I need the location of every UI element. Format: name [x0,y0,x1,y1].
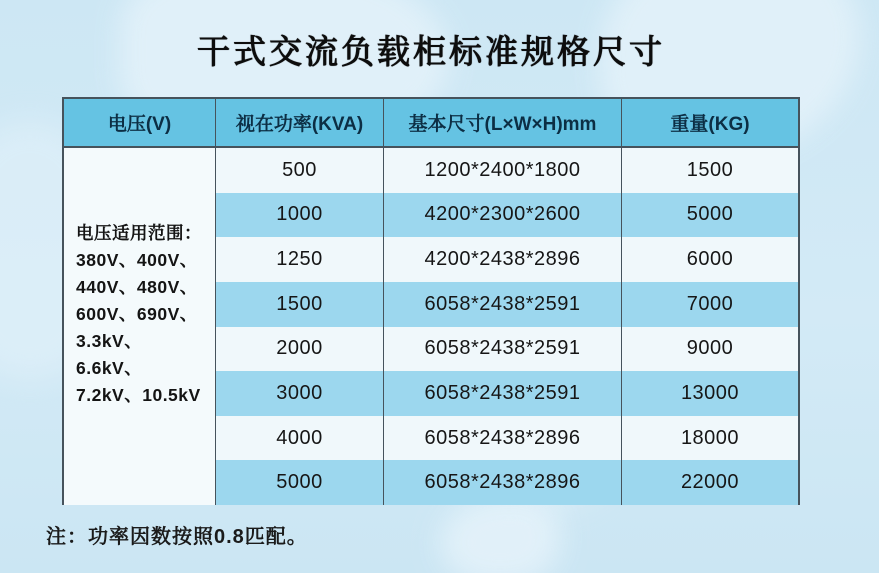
footnote: 注：功率因数按照0.8匹配。 [46,526,308,548]
cell-dimensions: 6058*2438*2896 [384,416,622,461]
cell-dimensions: 6058*2438*2591 [384,371,622,416]
voltage-range-line: 7.2kV、10.5kV [76,385,201,405]
voltage-range-line: 440V、480V、 [76,277,198,297]
table-row [216,193,798,238]
cell-dimensions: 1200*2400*1800 [384,148,622,193]
cell-dimensions: 6058*2438*2896 [384,460,622,505]
table-row [216,148,798,193]
table-row [216,282,798,327]
spec-table [62,97,800,505]
cell-apparent-power: 1500 [216,282,384,327]
map-watermark [440,495,560,573]
table-row [216,460,798,505]
table-row [216,237,798,282]
cell-apparent-power: 4000 [216,416,384,461]
voltage-range-line: 3.3kV、6.6kV、 [76,331,143,378]
cell-apparent-power: 1000 [216,193,384,238]
cell-apparent-power: 1250 [216,237,384,282]
voltage-range-line: 电压适用范围： [76,223,202,243]
cell-weight: 13000 [680,381,740,404]
cell-weight: 5000 [686,203,734,226]
header-dimensions: 基本尺寸(L×W×H)mm [384,99,622,146]
cell-dimensions: 6058*2438*2591 [384,282,622,327]
voltage-range-cell [64,148,216,505]
cell-apparent-power: 5000 [216,460,384,505]
table-body-rows [216,148,798,505]
page-title: 干式交流负载柜标准规格尺寸 [197,32,665,71]
header-weight: 重量(KG) [670,114,750,135]
cell-dimensions: 4200*2438*2896 [384,237,622,282]
header-apparent-power: 视在功率(KVA) [216,99,384,146]
table-row [216,416,798,461]
cell-dimensions: 4200*2300*2600 [384,193,622,238]
voltage-range-line: 380V、400V、 [76,250,198,270]
cell-weight: 22000 [680,471,740,494]
table-row [216,327,798,372]
header-voltage: 电压(V) [64,99,216,146]
cell-apparent-power: 500 [216,148,384,193]
cell-weight: 1500 [686,158,734,181]
table-row [216,371,798,416]
cell-weight: 9000 [686,337,734,360]
cell-dimensions: 6058*2438*2591 [384,327,622,372]
table-header-row [64,99,798,148]
cell-weight: 18000 [680,426,740,449]
table-body [64,148,798,505]
cell-apparent-power: 3000 [216,371,384,416]
cell-apparent-power: 2000 [216,327,384,372]
voltage-range-line: 600V、690V、 [76,304,198,324]
cell-weight: 7000 [686,292,734,315]
cell-weight: 6000 [686,248,734,271]
